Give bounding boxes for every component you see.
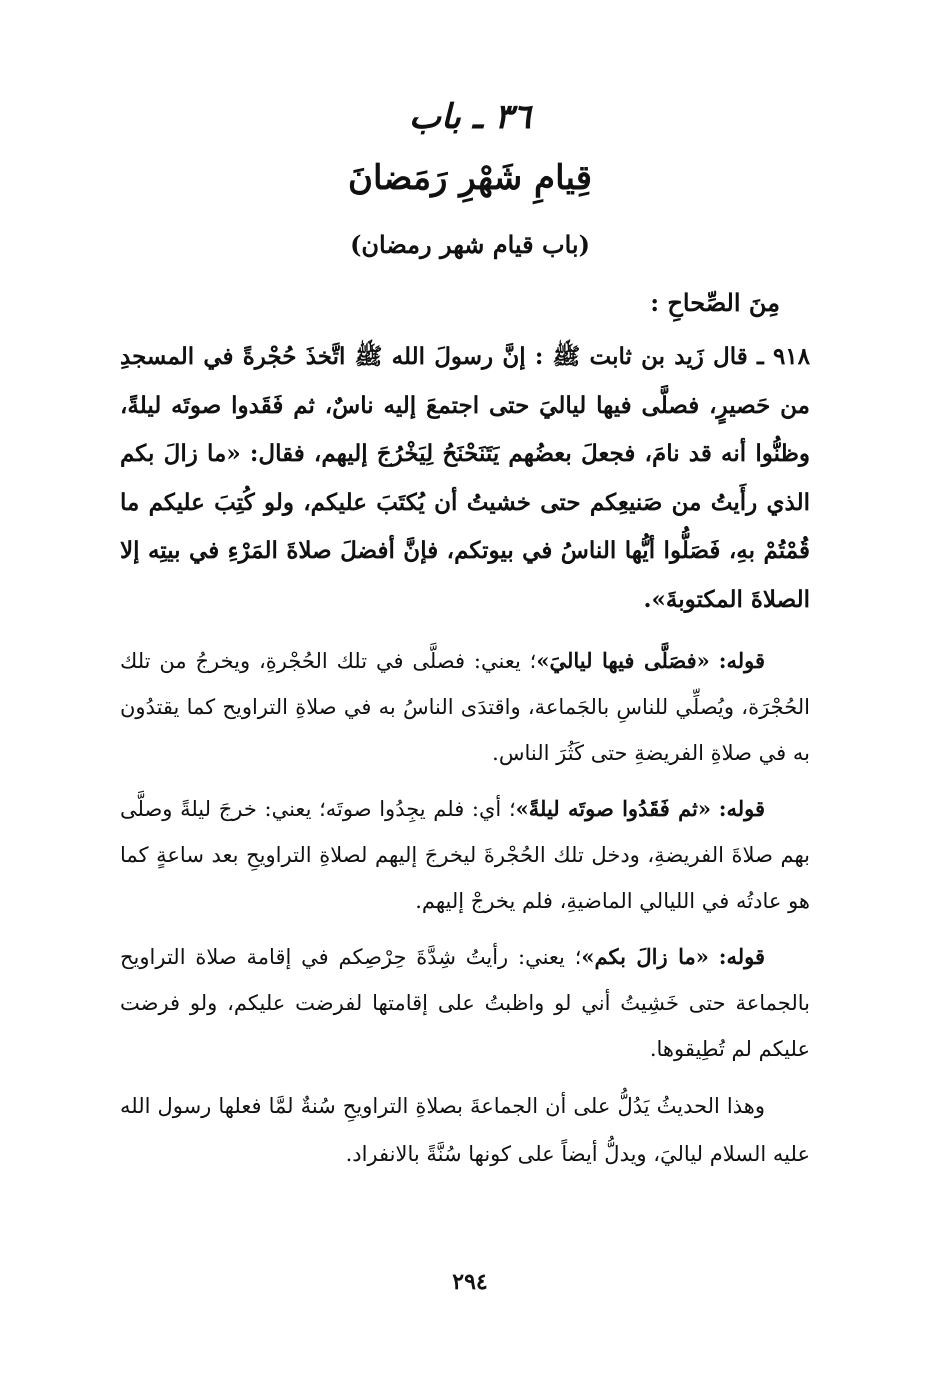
page-body xyxy=(120,333,810,1178)
commentary-text: ؛ أي: فلم يجِدُوا صوتَه؛ يعني: خرجَ ليلةً وصلَّى بهم صلاةَ الفريضةِ، ودخل تلك الحُجْرةَ ليخرجَ إليهم لصلاةِ التراويحِ بعد ساعةٍ كما هو عادتُه في الليالي الماضيةِ، فلم يخرجْ إليهم. xyxy=(120,797,810,913)
page-number: ٢٩٤ xyxy=(452,1269,488,1295)
hadith-text: ٩١٨ ـ قال زَيد بن ثابت ﷺ : إنَّ رسولَ الله ﷺ اتَّخذَ حُجْرةً في المسجدِ من حَصيرٍ، فصلَّى فيها لياليَ حتى اجتمعَ إليه ناسٌ، ثم فَقَدوا صوتَه ليلةً، وظنُّوا أنه قد نامَ، فجعلَ بعضُهم يَتَنَحْنَحُ لِيَخْرُجَ إليهم، فقال: «ما زالَ بكم الذي رأَيتُ من صَنيعِكم حتى خشيتُ أن يُكتَبَ عليكم، ولو كُتِبَ عليكم ما قُمْتُمْ بهِ، فَصَلُّوا أيُّها الناسُ في بيوتكم، فإنَّ أفضلَ صلاةَ المَرْءِ في بيتِه إلا الصلاةَ المكتوبةَ». xyxy=(120,343,810,613)
commentary-paragraph xyxy=(120,934,810,1072)
section-label: مِنَ الصِّحاحِ : xyxy=(650,288,780,317)
commentary-lead: قوله: xyxy=(718,944,765,969)
commentary-paragraph xyxy=(120,638,810,776)
commentary-paragraph xyxy=(120,786,810,924)
chapter-number: ٣٦ ـ باب xyxy=(409,97,531,137)
commentary-quote: «فصَلَّى فيها لياليَ» xyxy=(536,648,710,673)
commentary-lead: قوله: xyxy=(718,648,765,673)
commentary-text: ؛ يعني: رأيتُ شِدَّةَ حِرْصِكم في إقامة صلاة التراويح بالجماعة حتى خَشِيتُ أني لو واظبتُ على إقامتها لفرضت عليكم، ولو فرضت عليكم لم تُطِيقوها. xyxy=(120,945,810,1061)
commentary-quote: «ما زالَ بكم» xyxy=(581,944,709,969)
chapter-title: قِيامِ شَهْرِ رَمَضانَ xyxy=(348,158,592,198)
closing-paragraph: وهذا الحديثُ يَدُلُّ على أن الجماعةَ بصلاةِ التراويحِ سُنةٌ لمَّا فعلها رسول الله عليه السلام لياليَ، ويدلُّ أيضاً على كونها سُنَّةً بالانفراد. xyxy=(120,1094,810,1166)
commentary-quote: «ثم فَقَدُوا صوتَه ليلةً» xyxy=(515,796,712,821)
chapter-subtitle: (باب قيام شهر رمضان) xyxy=(350,230,590,259)
commentary-lead: قوله: xyxy=(718,796,765,821)
commentary-text: ؛ يعني: فصلَّى في تلك الحُجْرةِ، ويخرجُ من تلك الحُجْرَة، ويُصلِّي للناسِ بالجَماعة، واقتدَى الناسُ به في صلاةِ التراويح كما يقتدُون به في صلاةِ الفريضةِ حتى كَثُرَ الناس. xyxy=(120,649,810,765)
